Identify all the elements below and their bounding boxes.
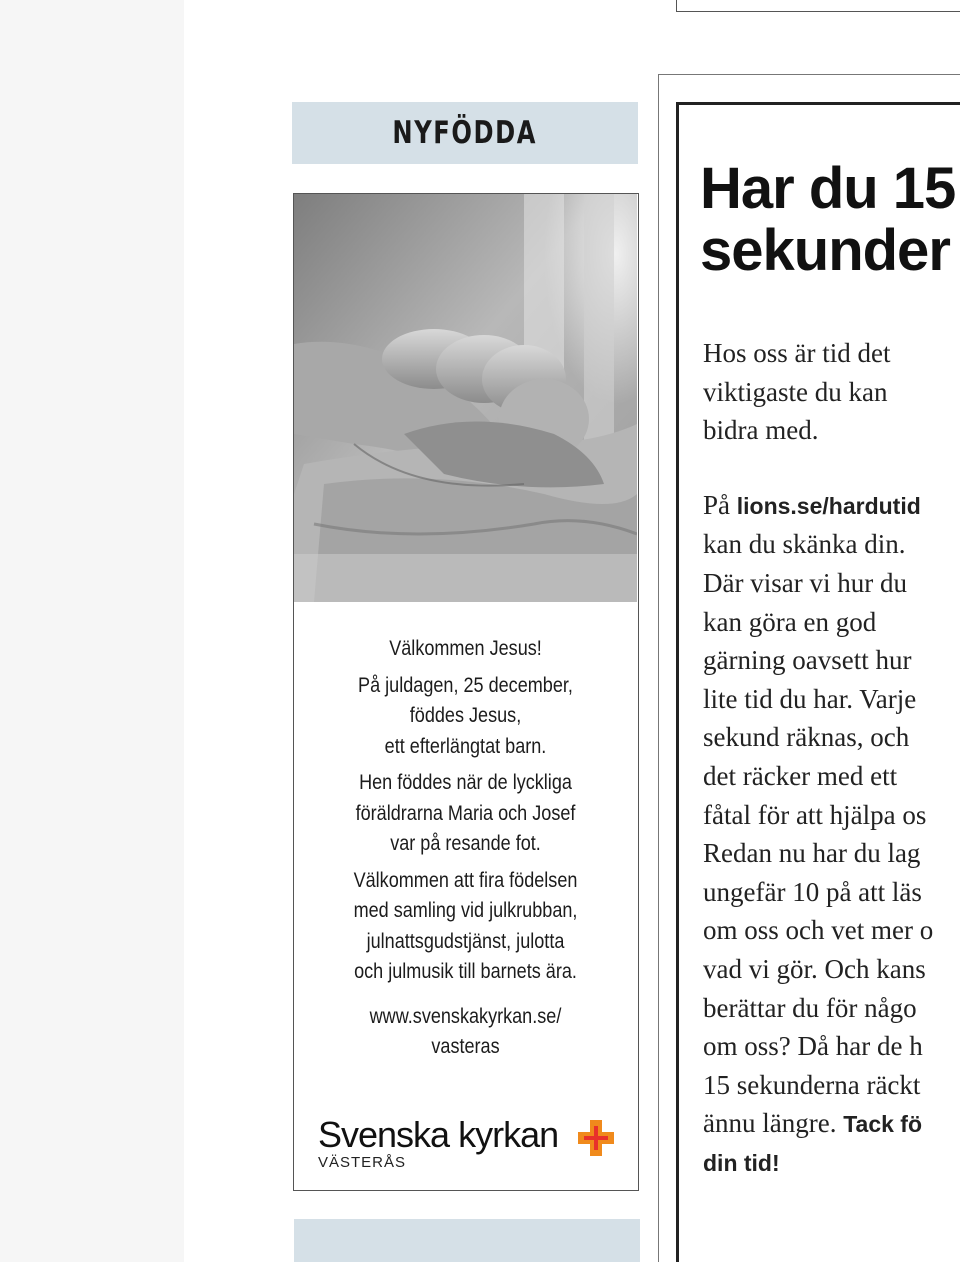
website-link[interactable]: www.svenskakyrkan.se/ [369,1004,562,1028]
birth-announcement-ad [293,193,639,1191]
body-line: om oss och vet mer o [703,915,934,946]
body-line: ungefär 10 på att läs [703,876,922,907]
section-header-title: NYFÖDDA [392,115,538,151]
body-line: om oss? Då har de h [703,1031,923,1062]
lions-link[interactable]: lions.se/hardutid [736,492,921,519]
thanks-text-cont: din tid! [703,1149,780,1176]
logo-subtitle: VÄSTERÅS [318,1154,407,1171]
cross-icon [576,1118,616,1158]
body-line: gärning oavsett hur [703,645,912,676]
announcement-line: föddes Jesus, [409,704,522,727]
announcement-line: med samling vid julkrubban, [353,899,578,922]
body-line: vad vi gör. Och kans [703,953,926,984]
body-line: Redan nu har du lag [703,838,921,869]
body-line: lite tid du har. Varje [703,683,917,714]
announcement-line: Välkommen att fira födelsen [353,868,578,892]
body-last-prefix: ännu längre. [703,1108,844,1139]
headline-line: Har du 15 [700,156,956,221]
intro-line: Hos oss är tid det [703,338,891,368]
body-line: sekund räknas, och [703,722,910,753]
announcement-line: Välkommen Jesus! [389,637,542,660]
intro-line: bidra med. [703,415,819,446]
body-line: det räcker med ett [703,760,898,791]
section-header [292,102,638,164]
announcement-line: var på resande fot. [390,832,541,855]
announcement-line: Hen föddes när de lyckliga [359,771,572,794]
body-prefix: På [703,489,737,520]
baby-hand-photo [294,194,637,602]
svenska-kyrkan-logo [318,1114,618,1171]
body-line: 15 sekunderna räckt [703,1069,921,1100]
announcement-line: och julmusik till barnets ära. [354,960,577,983]
body-line: kan du skänka din. [703,529,906,560]
announcement-line: ett efterlängtat barn. [384,734,547,758]
announcement-text [294,634,637,1069]
announcement-line: julnattsgudstjänst, julotta [366,929,565,953]
article-headline [700,158,960,282]
body-line: berättar du för någo [703,992,917,1023]
previous-ad-box [676,0,960,12]
thanks-text: Tack fö [843,1111,923,1138]
page-margin [0,0,184,1262]
body-line: fåtal för att hjälpa os [703,799,927,830]
announcement-line: föräldrarna Maria och Josef [355,801,576,825]
intro-line: viktigaste du kan [703,376,888,407]
logo-name: Svenska kyrkan [318,1114,559,1155]
headline-line: sekunder [700,218,950,283]
article-body [703,334,960,1182]
body-line: Där visar vi hur du [703,567,907,598]
announcement-line: På juldagen, 25 december, [358,673,573,697]
body-line [703,486,960,526]
body-line [703,1104,960,1144]
next-section-header [294,1219,640,1262]
body-line: kan göra en god [703,606,877,637]
website-link-cont[interactable]: vasteras [431,1035,500,1058]
